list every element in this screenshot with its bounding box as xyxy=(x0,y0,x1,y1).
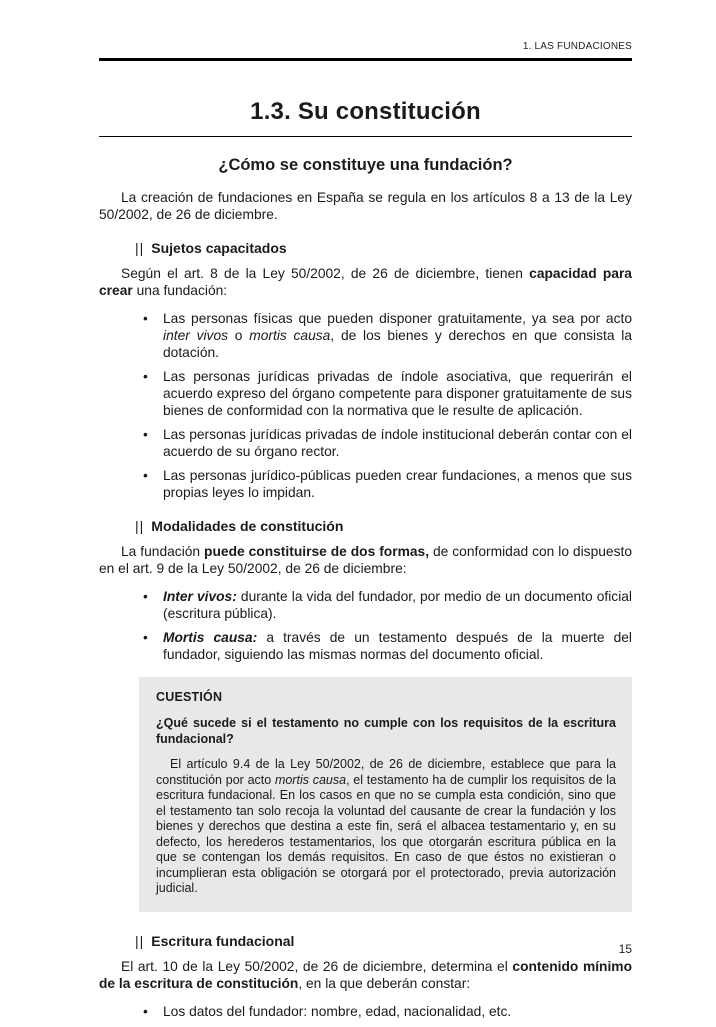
heading-marker-icon: || xyxy=(135,932,145,949)
escritura-lead-paragraph: El art. 10 de la Ley 50/2002, de 26 de diciembre, determina el contenido mínimo de la escritura de constitución, en la que deberán constar: xyxy=(99,958,632,991)
list-item-text: Los datos del fundador: nombre, edad, nacionalidad, etc. xyxy=(163,1003,512,1019)
list-item xyxy=(99,426,632,460)
bullet-icon: • xyxy=(143,1003,148,1019)
list-item xyxy=(99,1003,632,1020)
list-item-text: Mortis causa: a través de un testamento después de la muerte del fundador, siguiendo las mismas normas del documento oficial. xyxy=(163,630,632,662)
subheading-sujetos-capacitados xyxy=(135,240,632,256)
list-item-text: Las personas jurídico-públicas pueden crear fundaciones, a menos que sus propias leyes lo impidan. xyxy=(163,468,632,500)
modalidades-bullet-list xyxy=(99,588,632,663)
bullet-icon: • xyxy=(143,311,148,326)
list-item xyxy=(99,588,632,622)
list-item-text: Inter vivos: durante la vida del fundador, por medio de un documento oficial (escritura pública). xyxy=(163,589,632,621)
list-item xyxy=(99,467,632,501)
bullet-icon: • xyxy=(143,589,148,604)
list-item-text: Las personas físicas que pueden disponer gratuitamente, ya sea por acto inter vivos o mortis causa, de los bienes y derechos en que consista la dotación. xyxy=(163,311,632,360)
bullet-icon: • xyxy=(143,468,148,483)
cuestion-box-question: ¿Qué sucede si el testamento no cumple con los requisitos de la escritura fundacional? xyxy=(156,716,616,746)
subheading-modalidades xyxy=(135,518,632,534)
section-question-subtitle: ¿Cómo se constituye una fundación? xyxy=(218,156,513,174)
subheading-escritura xyxy=(135,933,632,949)
bullet-icon: • xyxy=(143,369,148,384)
list-item-text: Las personas jurídicas privadas de índole institucional deberán contar con el acuerdo de su órgano rector. xyxy=(163,427,632,459)
cuestion-box-answer: El artículo 9.4 de la Ley 50/2002, de 26 de diciembre, establece que para la constitución por acto mortis causa, el testamento ha de cumplir los requisitos de la escritura fundacional. En los casos en que no se cumpla esta condición, sino que el testamento tan solo recoja la voluntad del causante de crear la fundación y los bienes y derechos que destina a este fin, será el albacea testamentario y, en su defecto, los herederos testamentarios, los que otorgarán escritura pública en la que se contengan los demás requisitos. En caso de que éstos no existieran o incumplieran esta obligación se otorgará por el protectorado, previa autorización judicial. xyxy=(156,757,617,895)
list-item xyxy=(99,629,632,663)
modalidades-lead-paragraph: La fundación puede constituirse de dos formas, de conformidad con lo dispuesto en el art. 9 de la Ley 50/2002, de 26 de diciembre: xyxy=(99,544,632,576)
heading-marker-icon: || xyxy=(135,240,145,256)
chapter-title: 1.3. Su constitución xyxy=(99,98,632,137)
bullet-icon: • xyxy=(143,427,148,442)
subheading-label: Escritura fundacional xyxy=(151,932,295,949)
page-content xyxy=(99,0,632,1027)
list-item xyxy=(99,368,632,419)
heading-marker-icon: || xyxy=(135,518,145,534)
subheading-label: Modalidades de constitución xyxy=(151,518,344,534)
sujetos-lead-paragraph: Según el art. 8 de la Ley 50/2002, de 26 de diciembre, tienen capacidad para crear una fundación: xyxy=(99,266,632,298)
page-number: 15 xyxy=(618,942,632,956)
subheading-label: Sujetos capacitados xyxy=(151,240,287,256)
escritura-bullet-list xyxy=(99,1003,632,1020)
sujetos-bullet-list xyxy=(99,310,632,501)
cuestion-callout-box xyxy=(139,677,632,912)
running-header: 1. LAS FUNDACIONES xyxy=(99,41,632,61)
list-item xyxy=(99,310,632,361)
bullet-icon: • xyxy=(143,630,148,645)
list-item-text: Las personas jurídicas privadas de índole asociativa, que requerirán el acuerdo expreso del órgano competente para disponer gratuitamente de sus bienes de conformidad con la normativa que le resulte de aplicación. xyxy=(163,369,632,418)
intro-paragraph: La creación de fundaciones en España se regula en los artículos 8 a 13 de la Ley 50/2002, de 26 de diciembre. xyxy=(99,190,632,222)
cuestion-box-label: CUESTIÓN xyxy=(156,690,223,704)
